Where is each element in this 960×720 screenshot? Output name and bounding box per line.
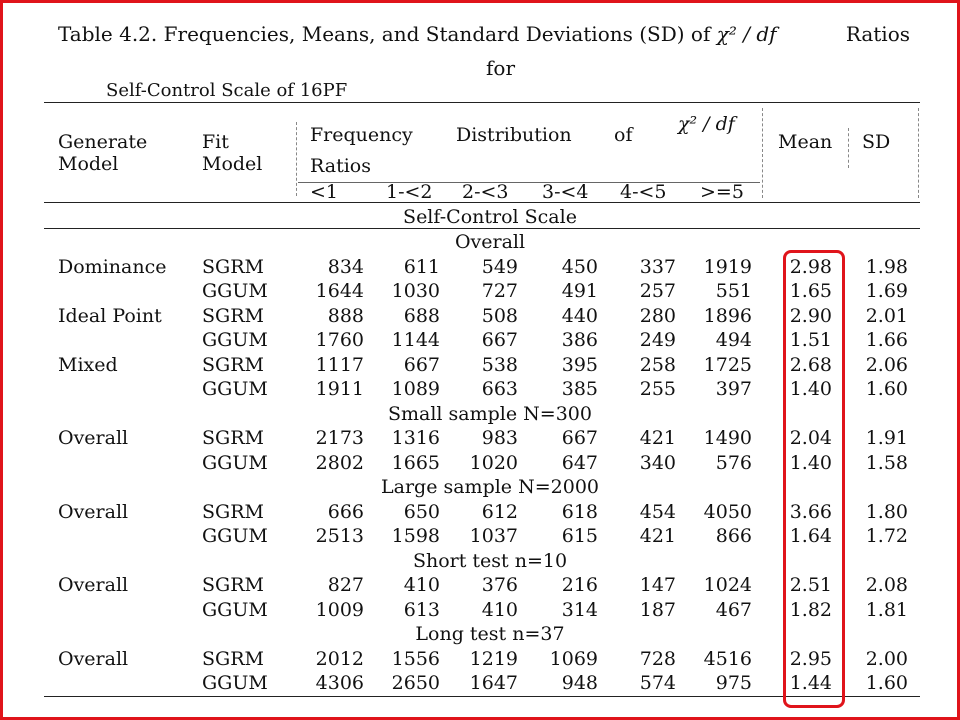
- fit-model-cell: SGRM: [202, 255, 264, 278]
- frequency-cell: 1316: [391, 427, 440, 449]
- mean-cell: 1.40: [789, 451, 832, 474]
- fit-model-cell: GGUM: [202, 329, 268, 351]
- fit-model-cell: SGRM: [202, 304, 264, 327]
- mean-cell: 2.90: [789, 304, 832, 327]
- mean-cell: 2.04: [789, 427, 832, 449]
- frequency-cell: 257: [639, 280, 676, 302]
- table-title: [58, 22, 918, 46]
- fit-model-cell: GGUM: [202, 280, 268, 302]
- frequency-cell: 1665: [391, 451, 440, 474]
- fit-model-cell: SGRM: [202, 353, 264, 376]
- header-separator: [762, 108, 763, 198]
- fit-model-cell: GGUM: [202, 672, 268, 694]
- frequency-cell: 1760: [315, 329, 364, 351]
- frequency-cell: 615: [561, 525, 598, 547]
- mean-cell: 1.44: [789, 672, 832, 694]
- sd-cell: 1.98: [865, 255, 908, 278]
- frequency-cell: 2012: [315, 647, 364, 670]
- frequency-cell: 491: [561, 280, 598, 302]
- freq-sub-rule: [298, 182, 760, 183]
- table-subtitle: Self-Control Scale of 16PF: [106, 80, 348, 101]
- header-separator: [848, 128, 849, 168]
- fit-model-cell: GGUM: [202, 525, 268, 547]
- mean-cell: 1.51: [789, 329, 832, 351]
- frequency-cell: 508: [481, 304, 518, 327]
- frequency-cell: 612: [481, 500, 518, 523]
- title-for: for: [486, 56, 516, 80]
- header-fit-model: [202, 131, 262, 175]
- frequency-cell: 827: [327, 574, 364, 596]
- fit-model-cell: SGRM: [202, 500, 264, 523]
- frequency-cell: 618: [561, 500, 598, 523]
- frequency-cell: 1089: [391, 378, 440, 400]
- frequency-cell: 834: [327, 255, 364, 278]
- frequency-cell: 1490: [703, 427, 752, 449]
- header-generate-model: [58, 131, 147, 175]
- frequency-cell: 2173: [315, 427, 364, 449]
- header-bin: 2-<3: [462, 181, 509, 203]
- frequency-cell: 688: [403, 304, 440, 327]
- frequency-cell: 866: [715, 525, 752, 547]
- header-line: Generate: [58, 131, 148, 153]
- fit-model-cell: SGRM: [202, 574, 264, 596]
- frequency-cell: 576: [715, 451, 752, 474]
- header-bin: <1: [310, 181, 339, 203]
- sd-cell: 1.91: [865, 427, 908, 449]
- section-label: Large sample N=2000: [381, 476, 599, 498]
- header-line: Fit: [202, 131, 229, 153]
- scale-label: Self-Control Scale: [403, 206, 577, 228]
- frequency-cell: 410: [481, 598, 518, 621]
- frequency-cell: 467: [715, 598, 752, 621]
- frequency-cell: 421: [639, 525, 676, 547]
- chi-square-df-symbol: χ² / df: [716, 22, 777, 46]
- header-line: Model: [202, 153, 263, 175]
- fit-model-cell: GGUM: [202, 598, 268, 621]
- top-rule: [44, 102, 920, 103]
- generate-model-cell: Dominance: [58, 255, 167, 278]
- header-distribution: Distribution: [456, 124, 572, 146]
- frequency-cell: 888: [327, 304, 364, 327]
- frequency-cell: 551: [715, 280, 752, 302]
- frequency-cell: 1647: [469, 672, 518, 694]
- title-text: Table 4.2. Frequencies, Means, and Standard Deviations (SD) of: [58, 22, 711, 46]
- frequency-cell: 650: [403, 500, 440, 523]
- fit-model-cell: GGUM: [202, 378, 268, 400]
- header-separator: [296, 122, 297, 196]
- frequency-cell: 948: [561, 672, 598, 694]
- header-bin: 3-<4: [542, 181, 589, 203]
- generate-model-cell: Overall: [58, 500, 129, 523]
- section-label: Long test n=37: [415, 623, 565, 645]
- frequency-cell: 667: [403, 353, 440, 376]
- generate-model-cell: Overall: [58, 427, 129, 449]
- frequency-cell: 410: [403, 574, 440, 596]
- frequency-cell: 1030: [391, 280, 440, 302]
- frequency-cell: 337: [639, 255, 676, 278]
- sd-cell: 1.58: [865, 451, 908, 474]
- header-bin: 4-<5: [620, 181, 667, 203]
- mean-column-highlight: [783, 250, 845, 708]
- frequency-cell: 187: [639, 598, 676, 621]
- frequency-cell: 667: [561, 427, 598, 449]
- frequency-cell: 376: [481, 574, 518, 596]
- frequency-cell: 397: [715, 378, 752, 400]
- frequency-cell: 147: [639, 574, 676, 596]
- sd-cell: 1.72: [865, 525, 908, 547]
- mean-cell: 2.51: [789, 574, 832, 596]
- frequency-cell: 611: [403, 255, 440, 278]
- frequency-cell: 727: [481, 280, 518, 302]
- sd-cell: 1.60: [865, 672, 908, 694]
- mean-cell: 1.65: [789, 280, 832, 302]
- sd-cell: 2.01: [865, 304, 908, 327]
- frequency-cell: 4050: [703, 500, 752, 523]
- frequency-cell: 1037: [469, 525, 518, 547]
- mean-cell: 1.40: [789, 378, 832, 400]
- frequency-cell: 647: [561, 451, 598, 474]
- frequency-cell: 255: [639, 378, 676, 400]
- sd-cell: 2.06: [865, 353, 908, 376]
- section-label: Overall: [454, 231, 526, 253]
- frequency-cell: 1911: [315, 378, 364, 400]
- frequency-cell: 340: [639, 451, 676, 474]
- generate-model-cell: Overall: [58, 647, 129, 670]
- frequency-cell: 1219: [469, 647, 518, 670]
- sd-cell: 1.66: [865, 329, 908, 351]
- frequency-cell: 386: [561, 329, 598, 351]
- frequency-cell: 728: [639, 647, 676, 670]
- frequency-cell: 538: [481, 353, 518, 376]
- frequency-cell: 2650: [391, 672, 440, 694]
- header-bin: 1-<2: [386, 181, 433, 203]
- header-sd: SD: [862, 131, 891, 153]
- fit-model-cell: SGRM: [202, 647, 264, 670]
- sd-cell: 1.80: [865, 500, 908, 523]
- frequency-cell: 1896: [703, 304, 752, 327]
- frequency-cell: 1009: [315, 598, 364, 621]
- frequency-cell: 1024: [703, 574, 752, 596]
- frequency-cell: 454: [639, 500, 676, 523]
- frequency-cell: 1117: [315, 353, 364, 376]
- sd-cell: 1.60: [865, 378, 908, 400]
- frequency-cell: 1556: [391, 647, 440, 670]
- fit-model-cell: GGUM: [202, 451, 268, 474]
- frequency-cell: 1919: [703, 255, 752, 278]
- frequency-cell: 1725: [703, 353, 752, 376]
- frequency-cell: 440: [561, 304, 598, 327]
- mean-cell: 2.95: [789, 647, 832, 670]
- title-ratios: Ratios: [845, 22, 910, 46]
- frequency-cell: 216: [561, 574, 598, 596]
- generate-model-cell: Overall: [58, 574, 129, 596]
- frequency-cell: 2802: [315, 451, 364, 474]
- frequency-cell: 549: [481, 255, 518, 278]
- header-separator: [918, 108, 919, 198]
- generate-model-cell: Ideal Point: [58, 304, 162, 327]
- frequency-cell: 314: [561, 598, 598, 621]
- section-label: Short test n=10: [412, 549, 568, 572]
- frequency-cell: 613: [403, 598, 440, 621]
- frequency-cell: 1598: [391, 525, 440, 547]
- sd-cell: 1.69: [865, 280, 908, 302]
- frequency-cell: 1144: [391, 329, 440, 351]
- frequency-cell: 983: [481, 427, 518, 449]
- sd-cell: 1.81: [865, 598, 908, 621]
- frequency-cell: 494: [715, 329, 752, 351]
- frequency-cell: 450: [561, 255, 598, 278]
- frequency-cell: 574: [639, 672, 676, 694]
- mean-cell: 1.82: [789, 598, 832, 621]
- header-mean: Mean: [778, 131, 833, 153]
- frequency-cell: 2513: [315, 525, 364, 547]
- header-line: Model: [58, 153, 119, 175]
- header-frequency: Frequency: [310, 124, 413, 146]
- frequency-cell: 1644: [315, 280, 364, 302]
- fit-model-cell: SGRM: [202, 427, 264, 449]
- mean-cell: 2.68: [789, 353, 832, 376]
- header-of: of: [614, 124, 633, 146]
- frequency-cell: 666: [327, 500, 364, 523]
- frequency-cell: 1069: [549, 647, 598, 670]
- frequency-cell: 395: [561, 353, 598, 376]
- frequency-cell: 1020: [469, 451, 518, 474]
- mean-cell: 2.98: [789, 255, 832, 278]
- mean-cell: 3.66: [789, 500, 832, 523]
- chi-square-df-symbol: χ² / df: [678, 113, 735, 135]
- sd-cell: 2.00: [865, 647, 908, 670]
- generate-model-cell: Mixed: [58, 353, 118, 376]
- frequency-cell: 975: [715, 672, 752, 694]
- sd-cell: 2.08: [865, 574, 908, 596]
- frequency-cell: 385: [561, 378, 598, 400]
- frequency-cell: 249: [639, 329, 676, 351]
- frequency-cell: 4306: [315, 672, 364, 694]
- header-bin: >=5: [700, 181, 744, 203]
- section-label: Small sample N=300: [388, 402, 592, 425]
- mean-cell: 1.64: [789, 525, 832, 547]
- header-ratios: Ratios: [310, 155, 371, 177]
- frequency-cell: 663: [481, 378, 518, 400]
- frequency-cell: 280: [639, 304, 676, 327]
- frequency-cell: 4516: [703, 647, 752, 670]
- frequency-cell: 421: [639, 427, 676, 449]
- frequency-cell: 258: [639, 353, 676, 376]
- frequency-cell: 667: [481, 329, 518, 351]
